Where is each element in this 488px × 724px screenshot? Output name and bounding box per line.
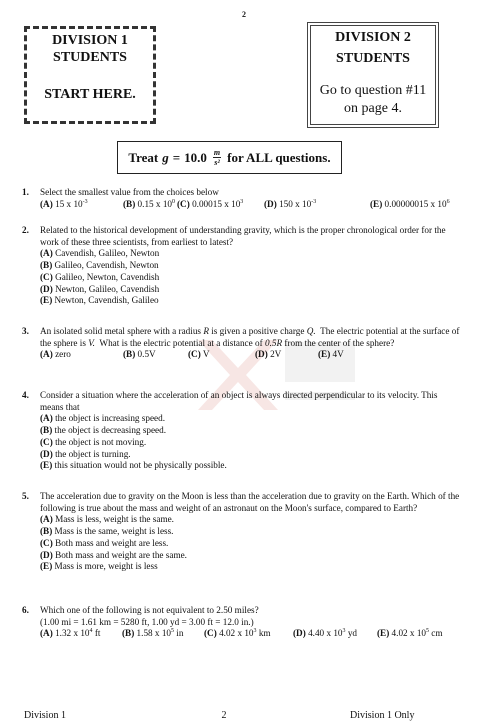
q4-option-e: (E) this situation would not be physically possible.	[40, 460, 227, 471]
q5-text: The acceleration due to gravity on the Moon is less than the acceleration due to gravity on the Earth. Which of the following is true about the mass and weight of an astronaut on the Moon's surface, compared to Earth?	[40, 491, 460, 513]
division1-subtitle: STUDENTS	[53, 50, 127, 65]
question-2	[22, 225, 462, 307]
gbox-suffix: for ALL questions.	[227, 149, 331, 165]
q4-option-b: (B) the object is decreasing speed.	[40, 425, 167, 436]
gbox-equals: =	[172, 149, 181, 165]
division1-box	[24, 26, 156, 124]
q2-option-a: (A) Cavendish, Galileo, Newton	[40, 248, 160, 259]
q6-number: 6.	[22, 605, 29, 615]
question-4	[22, 390, 462, 472]
q4-number: 4.	[22, 390, 29, 400]
q1-options	[40, 199, 462, 211]
q3-option-c: (C) V	[188, 349, 210, 360]
gbox-value: 10.0	[184, 149, 207, 165]
q5-number: 5.	[22, 491, 29, 501]
division2-goto-line2: on page 4.	[344, 101, 402, 116]
q1-option-e: (E) 0.00000015 x $10^6$	[370, 198, 450, 209]
q2-option-d: (D) Newton, Galileo, Cavendish	[40, 283, 160, 294]
q3-number: 3.	[22, 326, 29, 336]
division2-box	[307, 22, 439, 128]
question-3	[22, 326, 462, 361]
division1-start: START HERE.	[44, 87, 136, 102]
q5-option-a: (A) Mass is less, weight is the same.	[40, 514, 174, 525]
q3-option-a: (A) zero	[40, 349, 71, 360]
q1-option-b: (B) 0.15 x $10^0$	[123, 198, 175, 209]
q6-options	[40, 628, 462, 640]
question-1	[22, 187, 462, 210]
gbox-unit-num: m	[213, 148, 221, 157]
q6-option-c: (C) 4.02 x $10^3$ km	[204, 628, 271, 639]
q6-option-d: (D) 4.40 x $10^3$ yd	[293, 628, 357, 639]
q4-option-c: (C) the object is not moving.	[40, 436, 147, 447]
gbox-unit-den: s²	[214, 158, 220, 167]
q1-option-c: (C) 0.00015 x $10^3$	[177, 198, 244, 209]
division2-goto-line1: Go to question #11	[319, 83, 427, 98]
q5-option-b: (B) Mass is the same, weight is less.	[40, 526, 174, 537]
gbox-unit	[213, 148, 221, 167]
q3-options	[40, 349, 462, 361]
q6-option-e: (E) 4.02 x $10^5$ cm	[377, 628, 443, 639]
footer-right: Division 1 Only	[350, 710, 415, 721]
q2-option-b: (B) Galileo, Cavendish, Newton	[40, 260, 159, 271]
q3-text: An isolated solid metal sphere with a radius R is given a positive charge Q. The electric potential at the surface of the sphere is V. What is the electric potential at a distance of 0.5R from the center of the sphere? (A) zero (B) 0.5V (C) V (D) 2V (E) 4V	[40, 326, 462, 361]
q1-text: Select the smallest value from the choices below	[40, 187, 219, 197]
question-5	[22, 491, 462, 573]
q1-option-a: (A) 15 x $10^{-3}$	[40, 198, 88, 209]
q3-option-d: (D) 2V	[255, 349, 282, 360]
footer-left: Division 1	[24, 710, 66, 721]
page-number-top: 2	[242, 10, 246, 19]
q3-option-b: (B) 0.5V	[123, 349, 156, 360]
division2-title: DIVISION 2	[335, 30, 411, 45]
q2-option-c: (C) Galileo, Newton, Cavendish	[40, 271, 160, 282]
q5-option-e: (E) Mass is more, weight is less	[40, 561, 158, 572]
q1-option-d: (D) 150 x $10^{-3}$	[264, 198, 317, 209]
q6-text: Which one of the following is not equivalent to 2.50 miles?	[40, 605, 259, 615]
q6-option-b: (B) 1.58 x $10^5$ in	[122, 628, 184, 639]
q2-text: Related to the historical development of understanding gravity, which is the proper chronological order for the work of these three scientists, from earliest to latest?	[40, 225, 446, 247]
q3-option-e: (E) 4V	[318, 349, 344, 360]
question-6	[22, 605, 462, 640]
q5-option-c: (C) Both mass and weight are less.	[40, 537, 169, 548]
q4-option-d: (D) the object is turning.	[40, 448, 131, 459]
q6-option-a: (A) 1.32 x $10^4$ ft	[40, 628, 101, 639]
gravity-note-box	[117, 141, 342, 174]
q5-option-d: (D) Both mass and weight are the same.	[40, 549, 187, 560]
q4-option-a: (A) the object is increasing speed.	[40, 413, 166, 424]
division2-subtitle: STUDENTS	[336, 51, 410, 66]
gbox-var: g	[162, 149, 169, 165]
division1-title: DIVISION 1	[52, 33, 128, 48]
q6-conversions: (1.00 mi = 1.61 km = 5280 ft, 1.00 yd = 3.00 ft = 12.0 in.)	[40, 616, 254, 627]
footer-center: 2	[221, 710, 227, 721]
gbox-prefix: Treat	[128, 149, 159, 165]
q2-option-e: (E) Newton, Cavendish, Galileo	[40, 295, 159, 306]
q1-number: 1.	[22, 187, 29, 197]
q2-number: 2.	[22, 225, 29, 235]
q4-text: Consider a situation where the acceleration of an object is always directed perpendicular to its velocity. This means that	[40, 390, 438, 412]
